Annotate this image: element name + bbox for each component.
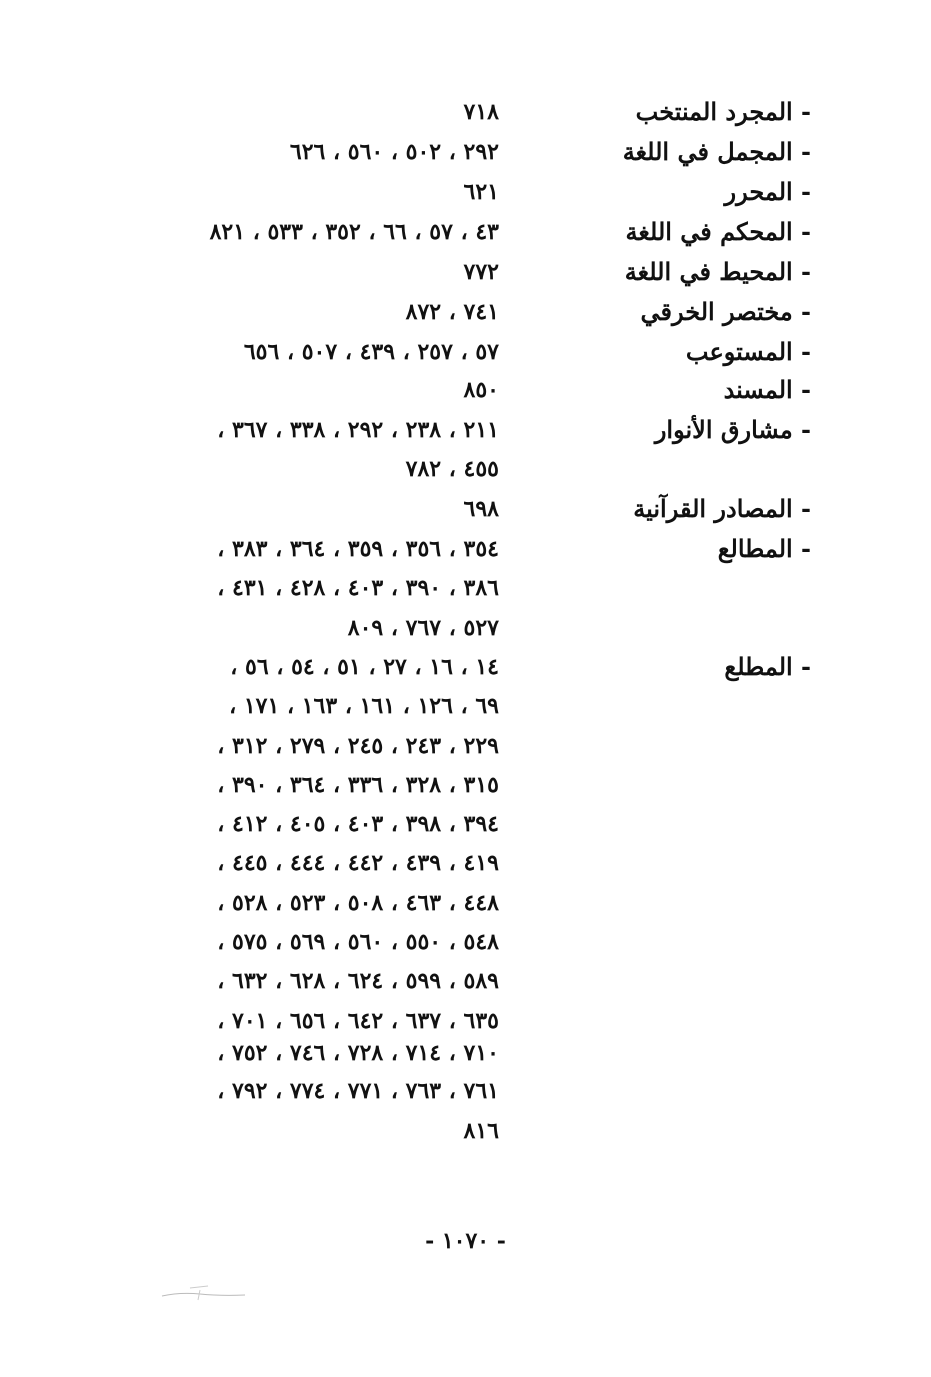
entry-title: - المجرد المنتخب	[635, 97, 811, 126]
entry-page-numbers: ٢٢٩ ، ٢٤٣ ، ٢٤٥ ، ٢٧٩ ، ٣١٢ ،	[217, 733, 499, 759]
entry-page-numbers: ٥٤٨ ، ٥٥٠ ، ٥٦٠ ، ٥٦٩ ، ٥٧٥ ،	[217, 929, 499, 955]
entry-page-numbers: ٧١٨	[463, 99, 499, 125]
entry-title: - المطلع	[724, 652, 811, 681]
entry-title: - المحيط في اللغة	[624, 257, 811, 286]
entry-title: - المستوعب	[685, 337, 811, 366]
entry-title: - مشارق الأنوار	[654, 415, 811, 444]
entry-page-numbers: ٣٨٦ ، ٣٩٠ ، ٤٠٣ ، ٤٢٨ ، ٤٣١ ،	[217, 575, 499, 601]
entry-page-numbers: ٣٩٤ ، ٣٩٨ ، ٤٠٣ ، ٤٠٥ ، ٤١٢ ،	[217, 811, 499, 837]
entry-page-numbers: ٧١٠ ، ٧١٤ ، ٧٢٨ ، ٧٤٦ ، ٧٥٢ ،	[217, 1040, 499, 1066]
entry-page-numbers: ٦٢١	[463, 179, 499, 205]
entry-page-numbers: ٨٥٠	[463, 377, 499, 403]
entry-page-numbers: ٥٧ ، ٢٥٧ ، ٤٣٩ ، ٥٠٧ ، ٦٥٦	[243, 339, 499, 365]
entry-page-numbers: ٣١٥ ، ٣٢٨ ، ٣٣٦ ، ٣٦٤ ، ٣٩٠ ،	[217, 772, 499, 798]
entry-title: - المسند	[723, 375, 811, 404]
entry-title: - المصادر القرآنية	[633, 494, 811, 523]
entry-page-numbers: ٤٥٥ ، ٧٨٢	[405, 456, 499, 482]
entry-page-numbers: ٥٨٩ ، ٥٩٩ ، ٦٢٤ ، ٦٢٨ ، ٦٣٢ ،	[217, 968, 499, 994]
entry-page-numbers: ٥٢٧ ، ٧٦٧ ، ٨٠٩	[347, 615, 499, 641]
entry-title: - مختصر الخرقي	[640, 297, 811, 326]
entry-page-numbers: ٢٩٢ ، ٥٠٢ ، ٥٦٠ ، ٦٢٦	[289, 139, 499, 165]
entry-page-numbers: ٦٩ ، ١٢٦ ، ١٦١ ، ١٦٣ ، ١٧١ ،	[229, 693, 499, 719]
pen-mark	[160, 1282, 250, 1304]
entry-title: - المطالع	[717, 534, 811, 563]
entry-page-numbers: ٧٦١ ، ٧٦٣ ، ٧٧١ ، ٧٧٤ ، ٧٩٢ ،	[217, 1078, 499, 1104]
entry-page-numbers: ١٤ ، ١٦ ، ٢٧ ، ٥١ ، ٥٤ ، ٥٦ ،	[230, 654, 499, 680]
entry-title: - المجمل في اللغة	[622, 137, 811, 166]
entry-page-numbers: ٨١٦	[463, 1118, 499, 1144]
entry-title: - المحرر	[724, 177, 811, 206]
entry-page-numbers: ٤٤٨ ، ٤٦٣ ، ٥٠٨ ، ٥٢٣ ، ٥٢٨ ،	[217, 890, 499, 916]
entry-page-numbers: ٢١١ ، ٢٣٨ ، ٢٩٢ ، ٣٣٨ ، ٣٦٧ ،	[217, 417, 499, 443]
entry-page-numbers: ٦٣٥ ، ٦٣٧ ، ٦٤٢ ، ٦٥٦ ، ٧٠١ ،	[217, 1008, 499, 1034]
entry-page-numbers: ٤٣ ، ٥٧ ، ٦٦ ، ٣٥٢ ، ٥٣٣ ، ٨٢١	[209, 219, 499, 245]
entry-title: - المحكم في اللغة	[625, 217, 811, 246]
entry-page-numbers: ٧٤١ ، ٨٧٢	[405, 299, 499, 325]
entry-page-numbers: ٦٩٨	[463, 496, 499, 522]
entry-page-numbers: ٤١٩ ، ٤٣٩ ، ٤٤٢ ، ٤٤٤ ، ٤٤٥ ،	[217, 850, 499, 876]
entry-page-numbers: ٣٥٤ ، ٣٥٦ ، ٣٥٩ ، ٣٦٤ ، ٣٨٣ ،	[217, 536, 499, 562]
page-number: - ١٠٧٠ -	[425, 1228, 506, 1254]
entry-page-numbers: ٧٧٢	[463, 259, 499, 285]
